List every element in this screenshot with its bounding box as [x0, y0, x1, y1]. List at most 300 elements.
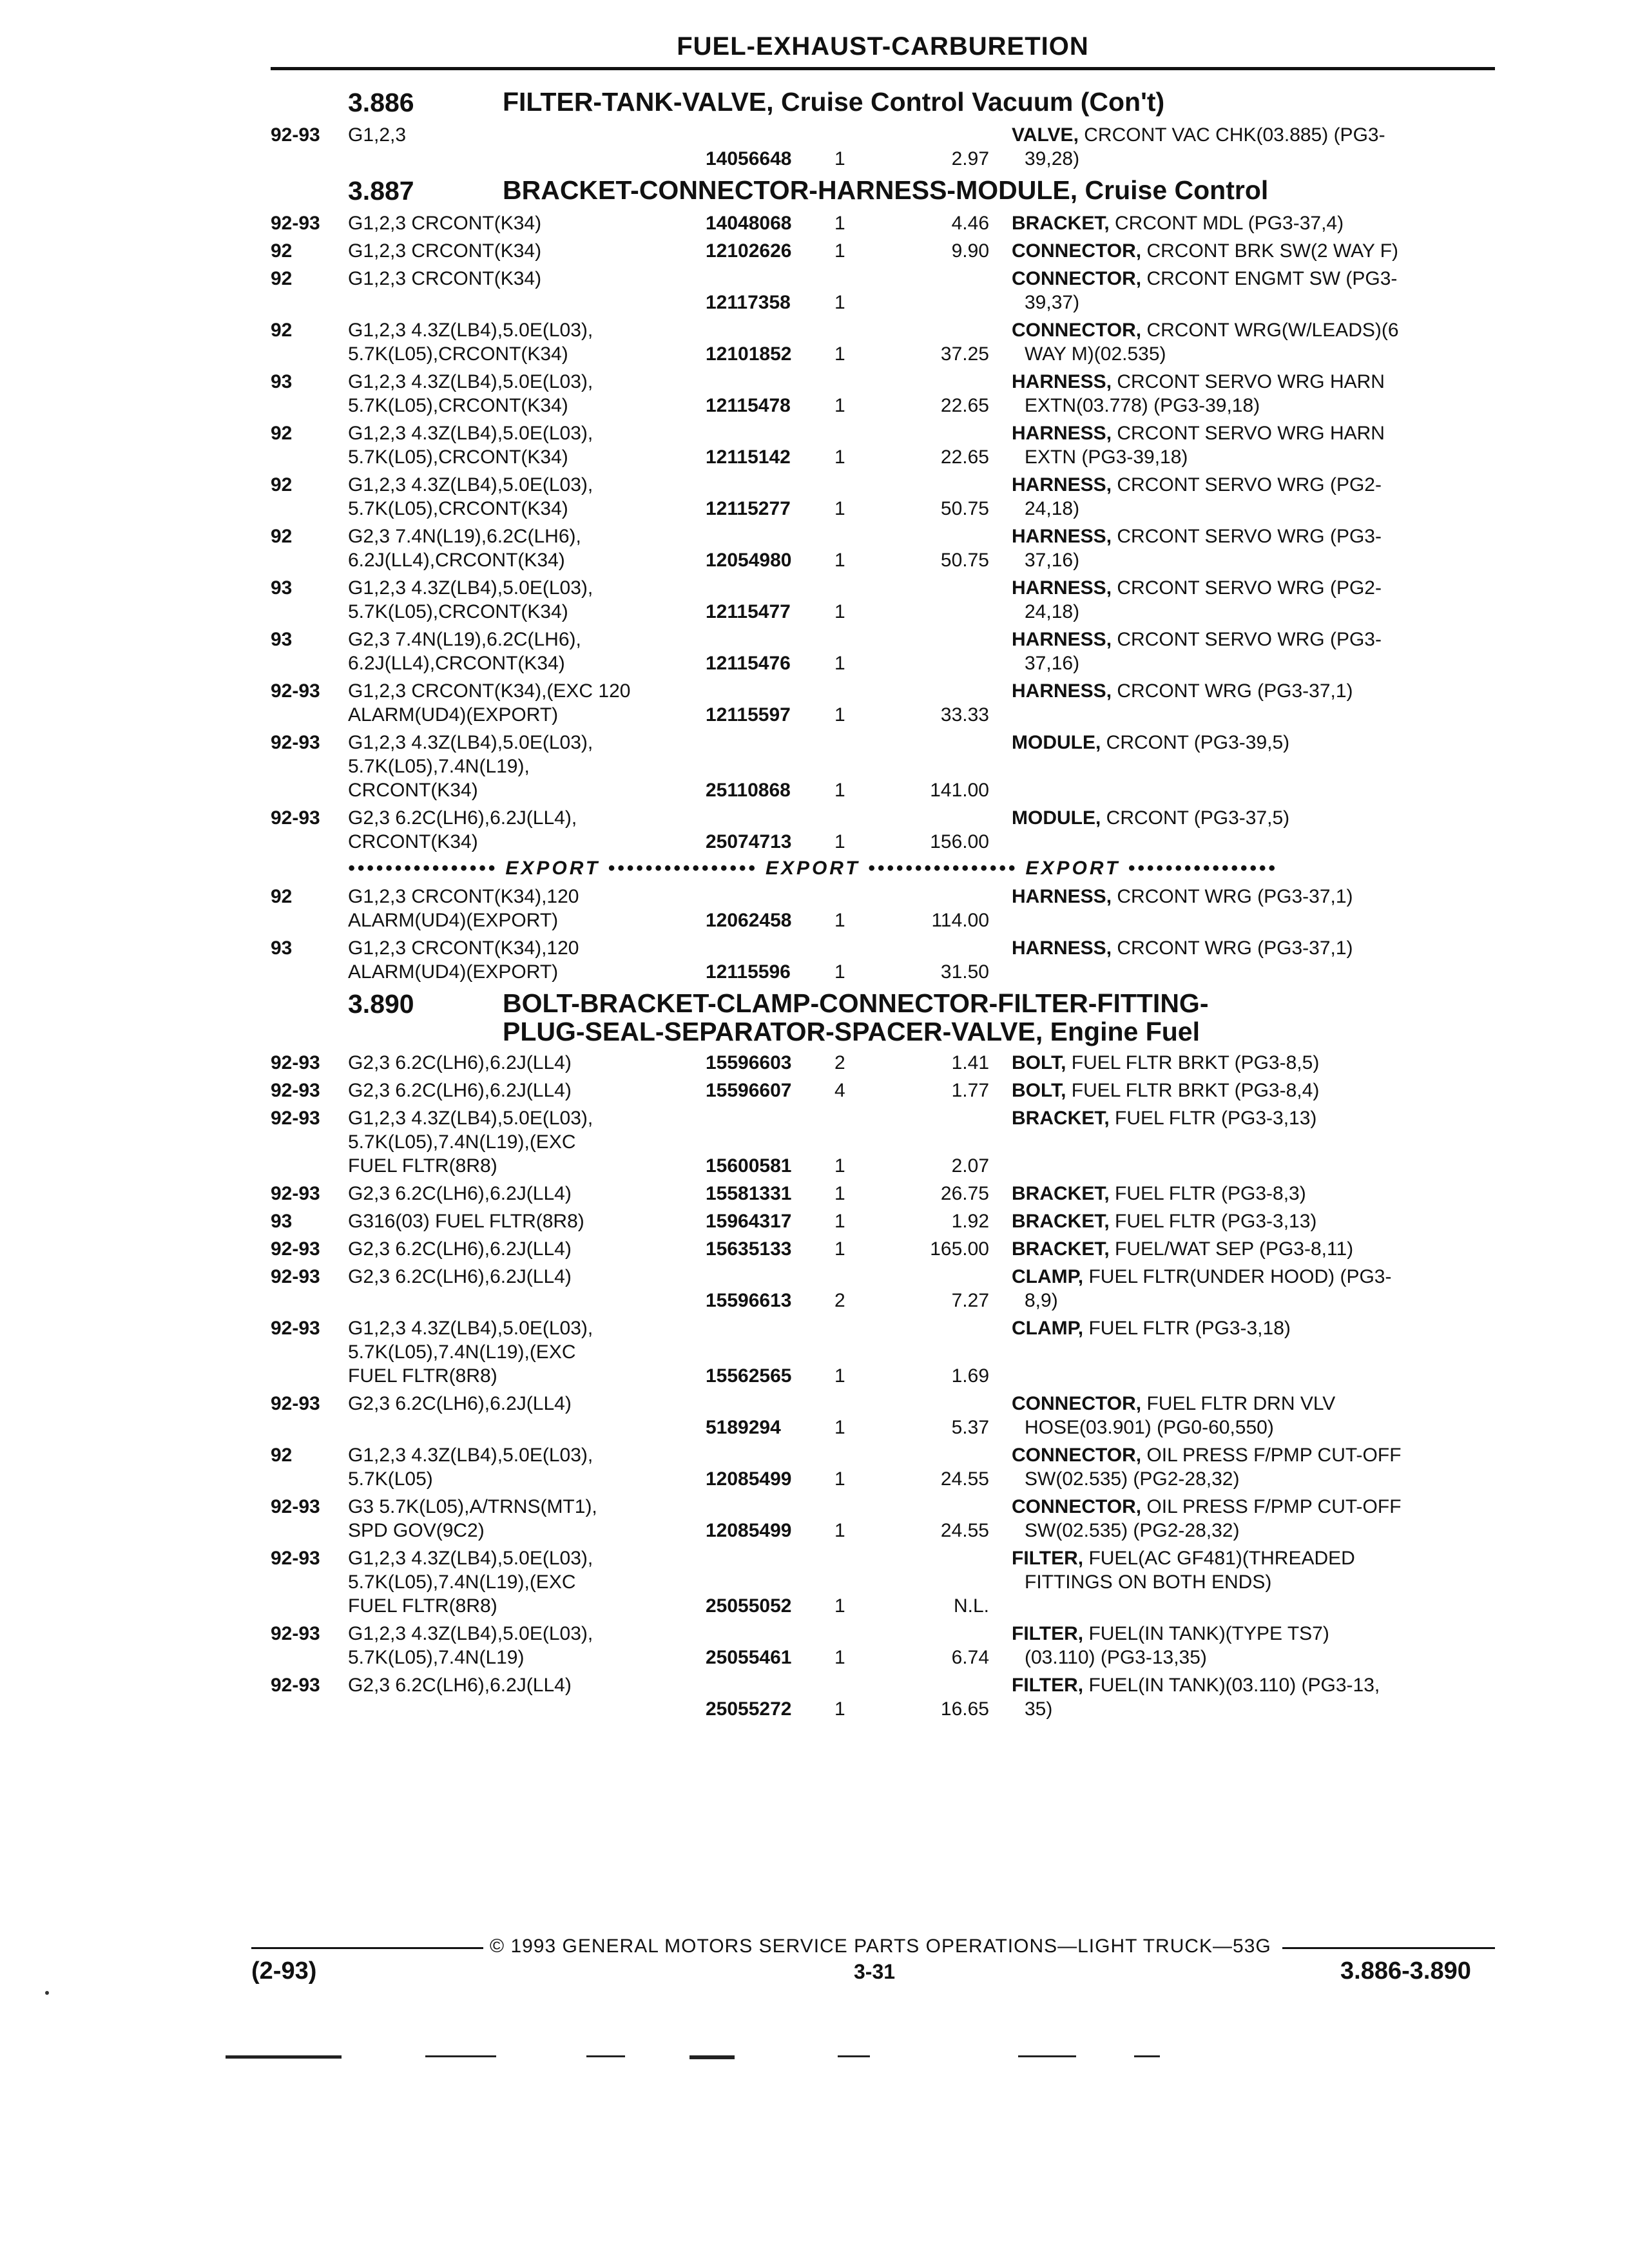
quantity-cell: 2 [834, 1290, 845, 1311]
price-cell: 24.55 [940, 1520, 989, 1541]
part-name: CONNECTOR, [1012, 240, 1142, 262]
price-cell: 1.41 [951, 1052, 989, 1073]
part-number: 25055272 [706, 1698, 792, 1720]
description-cell [1012, 936, 1476, 960]
part-number: 15600581 [706, 1155, 792, 1177]
year-cell: 92 [271, 423, 293, 444]
table-row [271, 421, 1495, 469]
description-cell [1012, 318, 1476, 366]
part-number-cell [706, 1051, 834, 1075]
part-number-cell [706, 1079, 834, 1102]
price-cell: 22.65 [940, 395, 989, 416]
description-cell [1012, 1209, 1476, 1233]
description-cell [1012, 1443, 1476, 1491]
application-cell: G1,2,3 4.3Z(LB4),5.0E(L03), 5.7K(L05),7.4N(L19),(EXC FUEL FLTR(8R8) [348, 1108, 593, 1177]
application-cell: G1,2,3 4.3Z(LB4),5.0E(L03), 5.7K(L05),CRCONT(K34) [348, 474, 593, 519]
part-name: CONNECTOR, [1012, 1445, 1142, 1466]
section-title [503, 176, 1268, 204]
year-cell: 93 [271, 577, 293, 599]
description-cell [1012, 885, 1476, 908]
quantity-cell: 1 [834, 1365, 845, 1387]
price-cell: 7.27 [951, 1290, 989, 1311]
quantity-cell: 1 [834, 831, 845, 852]
table-row [271, 1106, 1495, 1178]
part-number-cell [706, 123, 834, 171]
price-cell: 50.75 [940, 498, 989, 519]
export-label: EXPORT [505, 858, 601, 879]
part-number: 25074713 [706, 831, 792, 852]
table-row [271, 1443, 1495, 1491]
part-number: 15635133 [706, 1238, 792, 1260]
quantity-cell: 1 [834, 1468, 845, 1490]
part-description-continued: 37,16) [1025, 550, 1080, 571]
scan-artifact [1134, 2055, 1160, 2057]
application-cell: G2,3 6.2C(LH6),6.2J(LL4) [348, 1675, 572, 1696]
scan-artifact [1018, 2055, 1076, 2057]
part-name: HARNESS, [1012, 937, 1112, 959]
part-name: BOLT, [1012, 1052, 1066, 1073]
table-row [271, 1546, 1495, 1618]
part-name: BRACKET, [1012, 1238, 1110, 1260]
table-row [271, 473, 1495, 521]
table-row [271, 1182, 1495, 1206]
table-row [271, 1622, 1495, 1669]
section-title [503, 88, 1164, 116]
scan-artifact [838, 2055, 870, 2057]
part-number: 12085499 [706, 1520, 792, 1541]
section-title-line: FILTER-TANK-VALVE, Cruise Control Vacuum (Con't) [503, 87, 1165, 117]
price-cell: 141.00 [930, 780, 989, 801]
table-row [271, 1265, 1495, 1312]
section-number: 3.890 [348, 989, 414, 1019]
table-row [271, 370, 1495, 418]
part-description-continued: (03.110) (PG3-13,35) [1025, 1647, 1207, 1668]
part-description: OIL PRESS F/PMP CUT-OFF [1146, 1445, 1402, 1466]
parts-listing [271, 82, 1495, 1725]
section-heading [271, 176, 1495, 206]
part-description: CRCONT SERVO WRG HARN [1117, 423, 1385, 444]
price-cell: 1.92 [951, 1211, 989, 1232]
section-heading [271, 989, 1495, 1046]
price-cell: 165.00 [930, 1238, 989, 1260]
quantity-cell: 1 [834, 1698, 845, 1720]
part-number-cell [706, 1495, 834, 1542]
application-cell: G1,2,3 4.3Z(LB4),5.0E(L03), 5.7K(L05),CRCONT(K34) [348, 371, 593, 416]
part-description: FUEL FLTR(UNDER HOOD) (PG3- [1088, 1266, 1392, 1287]
part-description: CRCONT WRG (PG3-37,1) [1117, 680, 1353, 702]
year-cell: 92-93 [271, 732, 320, 753]
part-description: CRCONT WRG (PG3-37,1) [1117, 937, 1353, 959]
part-number: 12101852 [706, 343, 792, 365]
part-number: 15562565 [706, 1365, 792, 1387]
description-cell [1012, 1106, 1476, 1130]
part-number-cell [706, 1443, 834, 1491]
quantity-cell: 1 [834, 910, 845, 931]
part-number: 12115596 [706, 961, 791, 983]
part-name: CONNECTOR, [1012, 1393, 1142, 1414]
part-number: 12102626 [706, 240, 792, 262]
scan-artifact [586, 2055, 625, 2057]
part-description-continued: 37,16) [1025, 653, 1080, 674]
section-heading [271, 88, 1495, 118]
part-number-cell [706, 806, 834, 854]
section-number: 3.887 [348, 176, 414, 206]
description-cell [1012, 473, 1476, 521]
quantity-cell: 1 [834, 1520, 845, 1541]
application-cell: G1,2,3 CRCONT(K34) [348, 268, 542, 289]
year-cell: 92-93 [271, 1238, 320, 1260]
quantity-cell: 1 [834, 447, 845, 468]
part-number: 12054980 [706, 550, 792, 571]
part-name: MODULE, [1012, 732, 1101, 753]
price-cell: N.L. [953, 1595, 989, 1617]
year-cell: 92-93 [271, 680, 320, 702]
description-cell [1012, 1265, 1476, 1312]
description-cell [1012, 1182, 1476, 1206]
part-number: 12115477 [706, 601, 791, 622]
part-name: HARNESS, [1012, 886, 1112, 907]
part-description: CRCONT SERVO WRG HARN [1117, 371, 1385, 392]
price-cell: 156.00 [930, 831, 989, 852]
part-description: CRCONT ENGMT SW (PG3- [1146, 268, 1398, 289]
part-description: FUEL(IN TANK)(TYPE TS7) [1088, 1623, 1329, 1644]
scan-artifact [226, 2055, 342, 2059]
year-cell: 92 [271, 526, 293, 547]
year-cell: 92 [271, 886, 293, 907]
section-title-line: BOLT-BRACKET-CLAMP-CONNECTOR-FILTER-FITTING- [503, 988, 1209, 1018]
part-number-cell [706, 421, 834, 469]
part-number: 15596607 [706, 1080, 792, 1101]
part-description-continued: EXTN(03.778) (PG3-39,18) [1025, 395, 1260, 416]
description-cell [1012, 1316, 1476, 1340]
description-cell [1012, 731, 1476, 754]
year-cell: 92-93 [271, 807, 320, 829]
quantity-cell: 1 [834, 148, 845, 169]
part-name: CLAMP, [1012, 1266, 1084, 1287]
year-cell: 92-93 [271, 1080, 320, 1101]
year-cell: 92-93 [271, 1675, 320, 1696]
part-name: FILTER, [1012, 1675, 1084, 1696]
part-name: HARNESS, [1012, 371, 1112, 392]
description-cell [1012, 267, 1476, 314]
part-number-cell [706, 473, 834, 521]
description-cell [1012, 1079, 1476, 1102]
application-cell: G1,2,3 CRCONT(K34),120 ALARM(UD4)(EXPORT) [348, 886, 579, 931]
table-row [271, 806, 1495, 854]
application-cell: G2,3 7.4N(L19),6.2C(LH6), 6.2J(LL4),CRCONT(K34) [348, 629, 581, 674]
description-cell [1012, 1622, 1476, 1669]
part-number-cell [706, 239, 834, 263]
price-cell: 26.75 [940, 1183, 989, 1204]
price-cell: 33.33 [940, 704, 989, 726]
quantity-cell: 1 [834, 1155, 845, 1177]
description-cell [1012, 1237, 1476, 1261]
page-header-title: FUEL-EXHAUST-CARBURETION [677, 32, 1089, 61]
application-cell: G2,3 6.2C(LH6),6.2J(LL4) [348, 1266, 572, 1287]
part-number-cell [706, 731, 834, 802]
application-cell: G3 5.7K(L05),A/TRNS(MT1), SPD GOV(9C2) [348, 1496, 597, 1541]
table-row [271, 628, 1495, 675]
part-name: HARNESS, [1012, 526, 1112, 547]
application-cell: G1,2,3 CRCONT(K34),(EXC 120 ALARM(UD4)(EXPORT) [348, 680, 631, 726]
part-number-cell [706, 1622, 834, 1669]
description-cell [1012, 679, 1476, 703]
footer-date: (2-93) [251, 1957, 317, 1984]
year-cell: 92-93 [271, 1052, 320, 1073]
table-row [271, 885, 1495, 932]
part-name: HARNESS, [1012, 680, 1112, 702]
description-cell [1012, 421, 1476, 469]
part-description: FUEL FLTR DRN VLV [1146, 1393, 1336, 1414]
part-description-continued: 8,9) [1025, 1290, 1058, 1311]
part-number: 15596613 [706, 1290, 792, 1311]
table-row [271, 211, 1495, 235]
part-description: FUEL FLTR (PG3-3,13) [1115, 1108, 1317, 1129]
part-number-cell [706, 628, 834, 675]
part-number: 14056648 [706, 148, 792, 169]
description-cell [1012, 628, 1476, 675]
year-cell: 92 [271, 474, 293, 495]
price-cell: 1.77 [951, 1080, 989, 1101]
description-cell [1012, 211, 1476, 235]
part-number-cell [706, 1209, 834, 1233]
description-cell [1012, 576, 1476, 624]
part-number-cell [706, 318, 834, 366]
price-cell: 50.75 [940, 550, 989, 571]
part-number-cell [706, 267, 834, 314]
part-name: BRACKET, [1012, 1108, 1110, 1129]
year-cell: 92-93 [271, 1393, 320, 1414]
price-cell: 16.65 [940, 1698, 989, 1720]
section-number: 3.886 [348, 88, 414, 117]
application-cell: G1,2,3 CRCONT(K34) [348, 213, 542, 234]
footer-copyright: © 1993 GENERAL MOTORS SERVICE PARTS OPERATIONS—LIGHT TRUCK—53G [490, 1936, 1271, 1957]
year-cell: 92-93 [271, 1318, 320, 1339]
footer-rule-left [251, 1947, 483, 1949]
part-description-continued: 24,18) [1025, 498, 1080, 519]
quantity-cell: 1 [834, 1211, 845, 1232]
part-number-cell [706, 679, 834, 727]
quantity-cell: 1 [834, 780, 845, 801]
part-description: CRCONT WRG (PG3-37,1) [1117, 886, 1353, 907]
price-cell: 24.55 [940, 1468, 989, 1490]
description-cell [1012, 1546, 1476, 1594]
part-number: 12115478 [706, 395, 791, 416]
quantity-cell: 2 [834, 1052, 845, 1073]
year-cell: 92-93 [271, 213, 320, 234]
description-cell [1012, 123, 1476, 171]
quantity-cell: 1 [834, 240, 845, 262]
year-cell: 93 [271, 629, 293, 650]
part-number: 5189294 [706, 1417, 781, 1438]
footer-section-range: 3.886-3.890 [1340, 1957, 1471, 1984]
description-cell [1012, 1495, 1476, 1542]
scan-speck [45, 1991, 49, 1995]
footer-rule-right [1282, 1947, 1495, 1949]
part-description: CRCONT SERVO WRG (PG2- [1117, 474, 1382, 495]
part-name: FILTER, [1012, 1623, 1084, 1644]
part-description-continued: 35) [1025, 1698, 1053, 1720]
part-name: VALVE, [1012, 124, 1079, 146]
application-cell: G2,3 6.2C(LH6),6.2J(LL4) [348, 1183, 572, 1204]
part-name: BOLT, [1012, 1080, 1066, 1101]
part-description: FUEL FLTR (PG3-3,13) [1115, 1211, 1317, 1232]
part-name: BRACKET, [1012, 213, 1110, 234]
year-cell: 93 [271, 937, 293, 959]
quantity-cell: 1 [834, 498, 845, 519]
price-cell: 1.69 [951, 1365, 989, 1387]
application-cell: G1,2,3 4.3Z(LB4),5.0E(L03), 5.7K(L05),CRCONT(K34) [348, 320, 593, 365]
quantity-cell: 1 [834, 1417, 845, 1438]
year-cell: 92 [271, 240, 293, 262]
part-description: OIL PRESS F/PMP CUT-OFF [1146, 1496, 1402, 1517]
part-number: 12115277 [706, 498, 791, 519]
year-cell: 93 [271, 371, 293, 392]
table-row [271, 239, 1495, 263]
part-number: 25055461 [706, 1647, 792, 1668]
application-cell: G1,2,3 4.3Z(LB4),5.0E(L03), 5.7K(L05) [348, 1445, 593, 1490]
price-cell: 9.90 [951, 240, 989, 262]
footer-page-number: 3-31 [854, 1960, 896, 1983]
description-cell [1012, 370, 1476, 418]
year-cell: 92-93 [271, 1266, 320, 1287]
part-name: CONNECTOR, [1012, 1496, 1142, 1517]
part-description: CRCONT SERVO WRG (PG3- [1117, 526, 1382, 547]
price-cell: 6.74 [951, 1647, 989, 1668]
section-title-line-2: PLUG-SEAL-SEPARATOR-SPACER-VALVE, Engine Fuel [503, 1017, 1200, 1046]
quantity-cell: 1 [834, 1183, 845, 1204]
part-number: 12062458 [706, 910, 792, 931]
price-cell: 31.50 [940, 961, 989, 983]
application-cell: G1,2,3 4.3Z(LB4),5.0E(L03), 5.7K(L05),7.4N(L19), CRCONT(K34) [348, 732, 593, 801]
price-cell: 2.07 [951, 1155, 989, 1177]
part-description: CRCONT VAC CHK(03.885) (PG3- [1084, 124, 1385, 146]
part-number: 25110868 [706, 780, 791, 801]
price-cell: 22.65 [940, 447, 989, 468]
quantity-cell: 1 [834, 1595, 845, 1617]
part-name: HARNESS, [1012, 474, 1112, 495]
part-description-continued: 24,18) [1025, 601, 1080, 622]
part-description: FUEL FLTR (PG3-3,18) [1088, 1318, 1291, 1339]
table-row [271, 1051, 1495, 1075]
price-cell: 37.25 [940, 343, 989, 365]
part-name: BRACKET, [1012, 1183, 1110, 1204]
quantity-cell: 1 [834, 213, 845, 234]
part-name: CONNECTOR, [1012, 320, 1142, 341]
part-number: 14048068 [706, 213, 792, 234]
description-cell [1012, 239, 1476, 263]
table-row [271, 1079, 1495, 1102]
year-cell: 92-93 [271, 1548, 320, 1569]
table-row [271, 318, 1495, 366]
part-description-continued: SW(02.535) (PG2-28,32) [1025, 1520, 1240, 1541]
part-number: 15581331 [706, 1183, 792, 1204]
application-cell: G1,2,3 4.3Z(LB4),5.0E(L03), 5.7K(L05),CRCONT(K34) [348, 423, 593, 468]
scan-artifact [689, 2055, 735, 2059]
export-label: EXPORT [1025, 858, 1121, 879]
part-number: 15964317 [706, 1211, 792, 1232]
application-cell: G1,2,3 4.3Z(LB4),5.0E(L03), 5.7K(L05),CRCONT(K34) [348, 577, 593, 622]
part-number-cell [706, 370, 834, 418]
quantity-cell: 1 [834, 1647, 845, 1668]
part-description: FUEL(AC GF481)(THREADED [1088, 1548, 1355, 1569]
part-number-cell [706, 1182, 834, 1206]
part-description: CRCONT SERVO WRG (PG2- [1117, 577, 1382, 599]
part-number-cell [706, 1673, 834, 1721]
quantity-cell: 1 [834, 550, 845, 571]
part-number-cell [706, 1546, 834, 1618]
part-number: 25055052 [706, 1595, 792, 1617]
price-cell: 2.97 [951, 148, 989, 169]
part-description: CRCONT MDL (PG3-37,4) [1115, 213, 1344, 234]
quantity-cell: 1 [834, 395, 845, 416]
part-name: HARNESS, [1012, 423, 1112, 444]
table-row [271, 1673, 1495, 1721]
part-name: CONNECTOR, [1012, 268, 1142, 289]
part-description: FUEL/WAT SEP (PG3-8,11) [1115, 1238, 1354, 1260]
part-description-continued: HOSE(03.901) (PG0-60,550) [1025, 1417, 1274, 1438]
year-cell: 92 [271, 1445, 293, 1466]
year-cell: 92-93 [271, 1623, 320, 1644]
part-name: BRACKET, [1012, 1211, 1110, 1232]
table-row [271, 731, 1495, 802]
header-rule [271, 67, 1495, 70]
description-cell [1012, 1051, 1476, 1075]
price-cell: 4.46 [951, 213, 989, 234]
part-number: 12085499 [706, 1468, 792, 1490]
part-description-continued: FITTINGS ON BOTH ENDS) [1025, 1571, 1272, 1593]
table-row [271, 1392, 1495, 1439]
part-description-continued: 39,28) [1025, 148, 1080, 169]
year-cell: 92-93 [271, 1108, 320, 1129]
part-name: CLAMP, [1012, 1318, 1084, 1339]
description-cell [1012, 1392, 1476, 1439]
quantity-cell: 1 [834, 292, 845, 313]
table-row [271, 1237, 1495, 1261]
application-cell: G1,2,3 CRCONT(K34),120 ALARM(UD4)(EXPORT) [348, 937, 579, 983]
price-cell: 114.00 [931, 910, 989, 931]
table-row [271, 524, 1495, 572]
application-cell: G1,2,3 CRCONT(K34) [348, 240, 542, 262]
quantity-cell: 4 [834, 1080, 845, 1101]
application-cell: G2,3 6.2C(LH6),6.2J(LL4) [348, 1393, 572, 1414]
application-cell: G1,2,3 4.3Z(LB4),5.0E(L03), 5.7K(L05),7.4N(L19) [348, 1623, 593, 1668]
export-label: EXPORT [765, 858, 860, 879]
part-number-cell [706, 1316, 834, 1388]
part-description: CRCONT SERVO WRG (PG3- [1117, 629, 1382, 650]
quantity-cell: 1 [834, 343, 845, 365]
application-cell: G316(03) FUEL FLTR(8R8) [348, 1211, 584, 1232]
section-title [503, 989, 1208, 1046]
part-number: 12115142 [706, 447, 791, 468]
part-name: HARNESS, [1012, 577, 1112, 599]
part-number-cell [706, 1237, 834, 1261]
application-cell: G1,2,3 [348, 124, 407, 146]
part-description: CRCONT (PG3-39,5) [1106, 732, 1290, 753]
part-number-cell [706, 936, 834, 984]
part-name: FILTER, [1012, 1548, 1084, 1569]
part-description-continued: 39,37) [1025, 292, 1080, 313]
part-number: 12115597 [706, 704, 791, 726]
part-description: CRCONT WRG(W/LEADS)(6 [1146, 320, 1399, 341]
application-cell: G2,3 6.2C(LH6),6.2J(LL4) [348, 1052, 572, 1073]
part-number-cell [706, 576, 834, 624]
year-cell: 92-93 [271, 124, 320, 146]
year-cell: 92 [271, 320, 293, 341]
part-description-continued: SW(02.535) (PG2-28,32) [1025, 1468, 1240, 1490]
part-description: FUEL(IN TANK)(03.110) (PG3-13, [1088, 1675, 1380, 1696]
table-row [271, 576, 1495, 624]
